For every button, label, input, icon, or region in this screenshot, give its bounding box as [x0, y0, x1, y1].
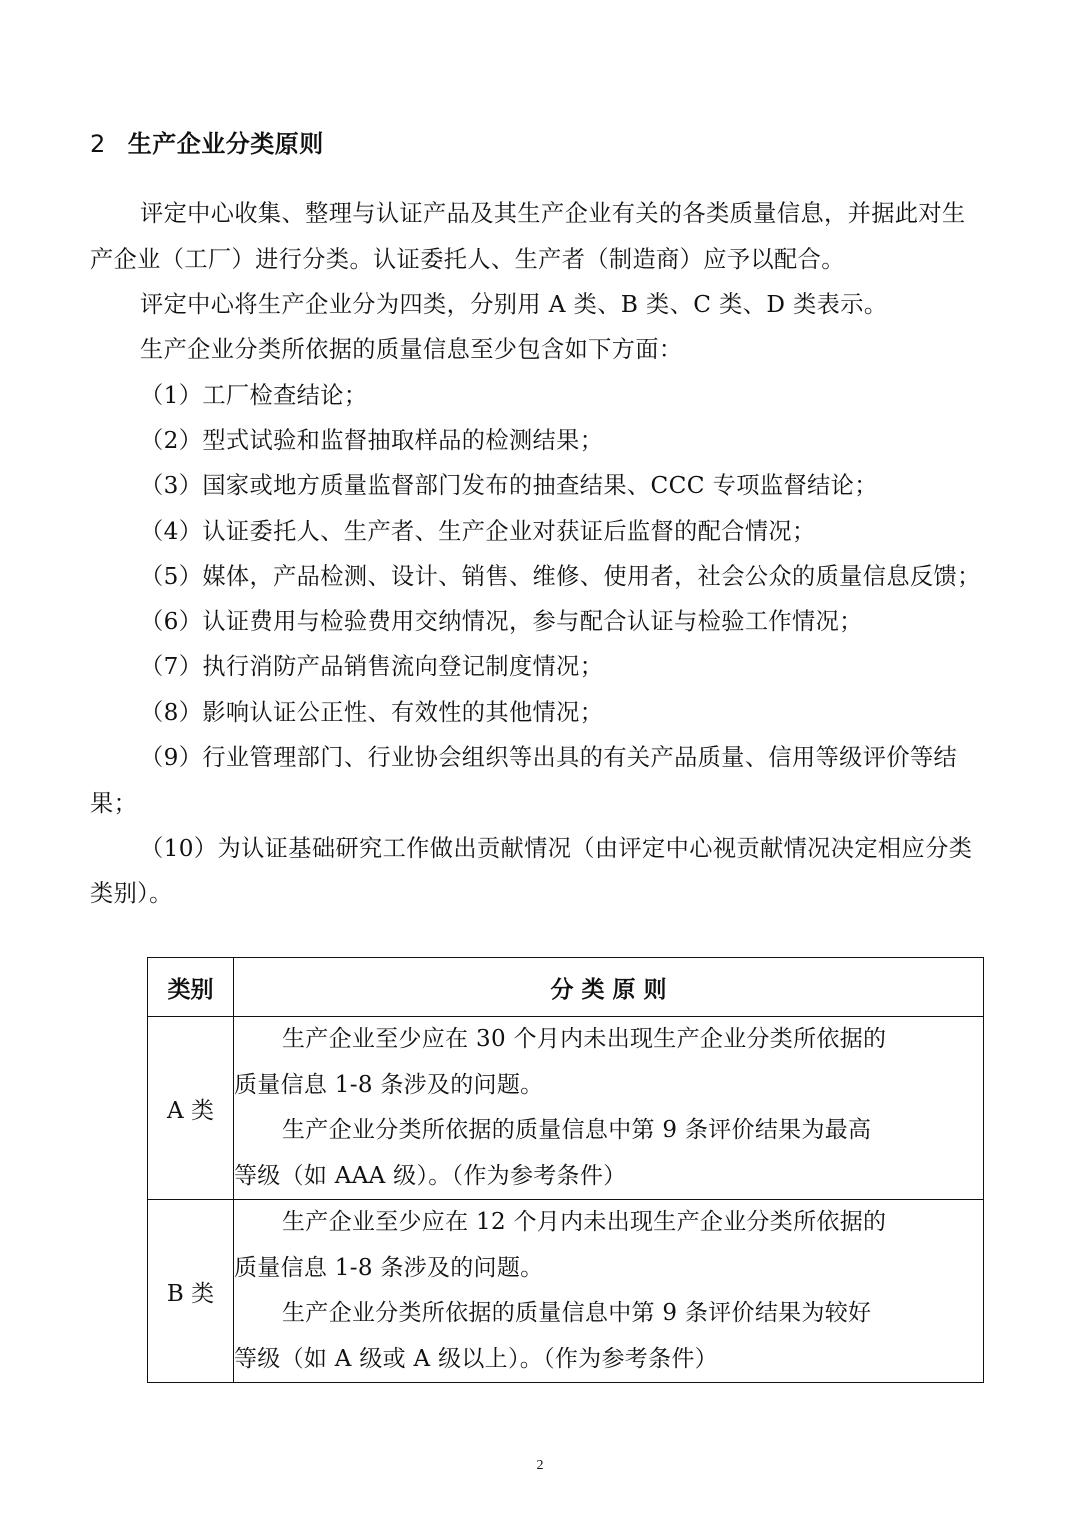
principle-line: 等级（如 A 级或 A 级以上）。（作为参考条件）	[234, 1345, 718, 1372]
paragraph-line: 产企业（工厂）进行分类。认证委托人、生产者（制造商）应予以配合。	[90, 246, 845, 273]
principle-line: 质量信息 1-8 条涉及的问题。	[234, 1071, 544, 1098]
principle-line: 生产企业分类所依据的质量信息中第 9 条评价结果为最高	[282, 1117, 872, 1143]
list-item: （10）为认证基础研究工作做出贡献情况（由评定中心视贡献情况决定相应分类	[140, 835, 973, 862]
list-item-continuation: 类别）。	[90, 880, 173, 907]
principle-line: 生产企业分类所依据的质量信息中第 9 条评价结果为较好	[282, 1300, 872, 1326]
list-item: （6）认证费用与检验费用交纳情况，参与配合认证与检验工作情况；	[140, 608, 863, 635]
category-cell: A 类	[148, 1017, 234, 1200]
paragraph-line: 评定中心收集、整理与认证产品及其生产企业有关的各类质量信息，并据此对生	[140, 200, 966, 227]
section-title: 生产企业分类原则	[127, 130, 324, 158]
principle-cell	[234, 1200, 984, 1383]
table-header-row	[148, 958, 984, 1017]
list-item: （7）执行消防产品销售流向登记制度情况；	[140, 653, 604, 680]
list-item: （1）工厂检查结论；	[140, 382, 368, 409]
paragraph-line: 生产企业分类所依据的质量信息至少包含如下方面：	[140, 336, 683, 363]
principle-line: 生产企业至少应在 30 个月内未出现生产企业分类所依据的	[282, 1026, 887, 1052]
principle-line: 生产企业至少应在 12 个月内未出现生产企业分类所依据的	[282, 1209, 887, 1235]
table-row	[148, 1200, 984, 1383]
list-item-continuation: 果；	[90, 790, 138, 817]
header-principle: 分 类 原 则	[234, 958, 984, 1017]
header-category: 类别	[148, 958, 234, 1017]
page-number: 2	[536, 1458, 544, 1473]
list-item: （5）媒体，产品检测、设计、销售、维修、使用者，社会公众的质量信息反馈；	[140, 563, 981, 590]
paragraph-line: 评定中心将生产企业分为四类，分别用 A 类、B 类、C 类、D 类表示。	[140, 291, 888, 318]
list-item: （8）影响认证公正性、有效性的其他情况；	[140, 699, 604, 726]
list-item: （2）型式试验和监督抽取样品的检测结果；	[140, 427, 604, 454]
list-item: （3）国家或地方质量监督部门发布的抽查结果、CCC 专项监督结论；	[140, 472, 878, 499]
section-number: 2	[90, 130, 106, 158]
list-item: （4）认证委托人、生产者、生产企业对获证后监督的配合情况；	[140, 518, 816, 545]
list-item: （9）行业管理部门、行业协会组织等出具的有关产品质量、信用等级评价等结	[140, 744, 958, 771]
classification-table	[147, 957, 984, 1383]
principle-cell	[234, 1017, 984, 1200]
principle-line: 等级（如 AAA 级）。（作为参考条件）	[234, 1162, 627, 1189]
section-heading	[90, 126, 324, 162]
table-row	[148, 1017, 984, 1200]
category-cell: B 类	[148, 1200, 234, 1383]
principle-line: 质量信息 1-8 条涉及的问题。	[234, 1254, 544, 1281]
